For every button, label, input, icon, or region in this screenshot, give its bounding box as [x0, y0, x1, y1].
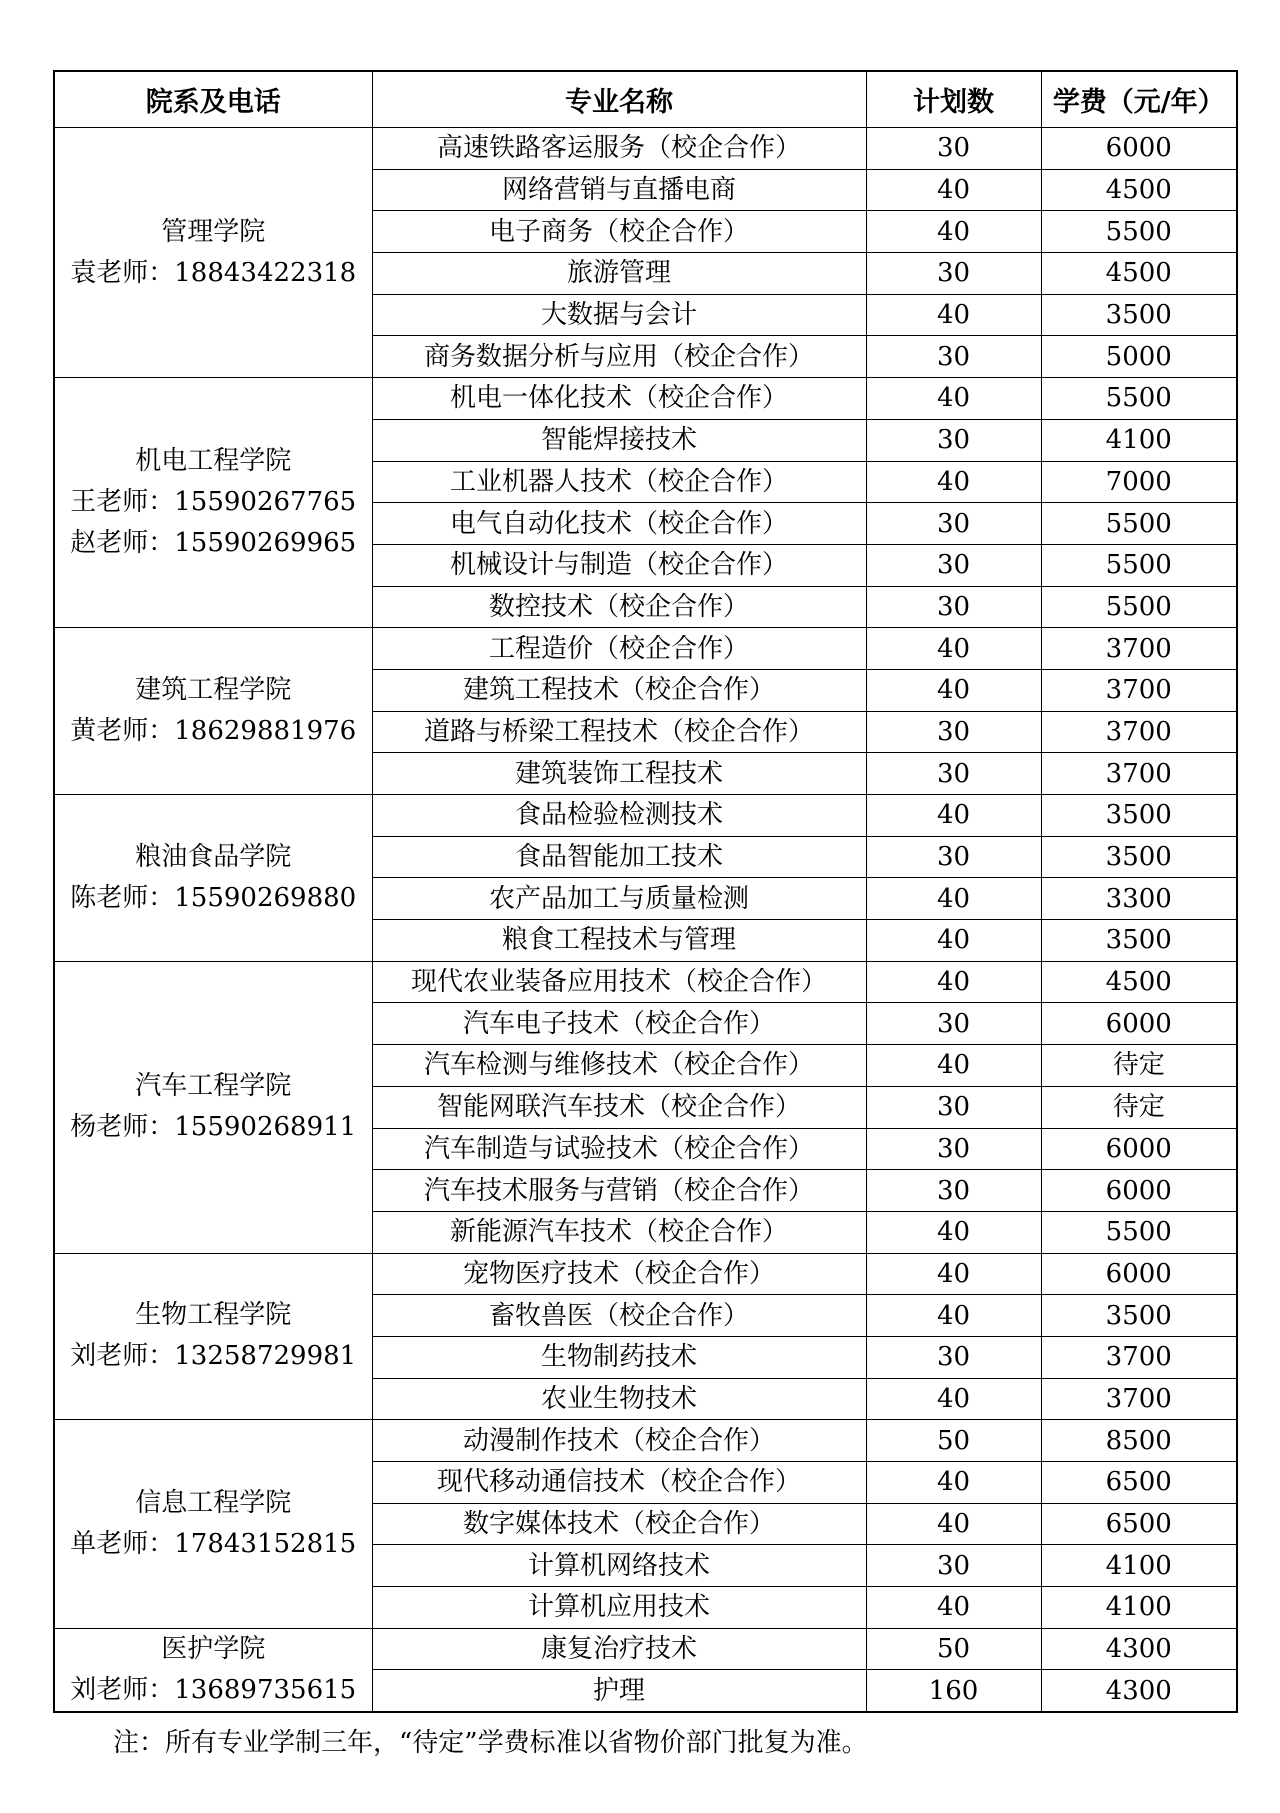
enrollment-table-container	[53, 70, 1236, 1713]
plan-count-cell: 30	[866, 586, 1041, 628]
tuition-fee-cell: 4500	[1041, 961, 1237, 1003]
department-contact: 王老师：15590267765	[70, 487, 357, 518]
table-row	[54, 795, 1237, 837]
tuition-fee-cell: 3500	[1041, 1295, 1237, 1337]
plan-count-cell: 30	[866, 419, 1041, 461]
tuition-fee-cell: 3700	[1041, 669, 1237, 711]
major-name-cell: 汽车技术服务与营销（校企合作）	[372, 1170, 866, 1212]
tuition-fee-cell: 3500	[1041, 836, 1237, 878]
major-name-cell: 汽车制造与试验技术（校企合作）	[372, 1128, 866, 1170]
plan-count-cell: 30	[866, 1086, 1041, 1128]
department-name: 信息工程学院	[135, 1488, 292, 1519]
plan-count-cell: 50	[866, 1420, 1041, 1462]
major-name-cell: 计算机应用技术	[372, 1587, 866, 1629]
plan-count-cell: 40	[866, 795, 1041, 837]
department-name: 管理学院	[161, 216, 266, 247]
tuition-fee-cell: 3700	[1041, 711, 1237, 753]
plan-count-cell: 40	[866, 169, 1041, 211]
tuition-fee-cell: 5500	[1041, 211, 1237, 253]
department-contact: 黄老师：18629881976	[70, 716, 357, 747]
tuition-fee-cell: 4500	[1041, 253, 1237, 295]
department-cell	[54, 961, 372, 1253]
department-contact: 杨老师：15590268911	[70, 1112, 357, 1143]
department-name: 生物工程学院	[135, 1300, 292, 1331]
tuition-fee-cell: 6500	[1041, 1503, 1237, 1545]
major-name-cell: 汽车电子技术（校企合作）	[372, 1003, 866, 1045]
table-row	[54, 1253, 1237, 1295]
major-name-cell: 高速铁路客运服务（校企合作）	[372, 128, 866, 170]
tuition-fee-cell: 3700	[1041, 628, 1237, 670]
tuition-fee-cell: 4100	[1041, 419, 1237, 461]
major-name-cell: 康复治疗技术	[372, 1628, 866, 1670]
major-name-cell: 数控技术（校企合作）	[372, 586, 866, 628]
department-name: 建筑工程学院	[135, 675, 292, 706]
table-row	[54, 961, 1237, 1003]
major-name-cell: 计算机网络技术	[372, 1545, 866, 1587]
tuition-fee-cell: 4300	[1041, 1628, 1237, 1670]
tuition-fee-cell: 6000	[1041, 128, 1237, 170]
header-department: 院系及电话	[54, 71, 372, 128]
plan-count-cell: 40	[866, 1462, 1041, 1504]
major-name-cell: 机电一体化技术（校企合作）	[372, 378, 866, 420]
department-contact: 单老师：17843152815	[70, 1529, 357, 1560]
tuition-fee-cell: 3700	[1041, 1378, 1237, 1420]
tuition-fee-cell: 5000	[1041, 336, 1237, 378]
department-cell	[54, 795, 372, 962]
major-name-cell: 商务数据分析与应用（校企合作）	[372, 336, 866, 378]
major-name-cell: 动漫制作技术（校企合作）	[372, 1420, 866, 1462]
major-name-cell: 汽车检测与维修技术（校企合作）	[372, 1045, 866, 1087]
major-name-cell: 现代农业装备应用技术（校企合作）	[372, 961, 866, 1003]
major-name-cell: 数字媒体技术（校企合作）	[372, 1503, 866, 1545]
plan-count-cell: 30	[866, 1128, 1041, 1170]
tuition-fee-cell: 6000	[1041, 1003, 1237, 1045]
plan-count-cell: 40	[866, 878, 1041, 920]
major-name-cell: 生物制药技术	[372, 1336, 866, 1378]
major-name-cell: 畜牧兽医（校企合作）	[372, 1295, 866, 1337]
table-body	[54, 128, 1237, 1713]
department-contact: 刘老师：13258729981	[70, 1341, 357, 1372]
plan-count-cell: 30	[866, 753, 1041, 795]
plan-count-cell: 30	[866, 253, 1041, 295]
department-cell	[54, 1253, 372, 1420]
major-name-cell: 大数据与会计	[372, 294, 866, 336]
plan-count-cell: 30	[866, 128, 1041, 170]
major-name-cell: 电子商务（校企合作）	[372, 211, 866, 253]
tuition-fee-cell: 3500	[1041, 920, 1237, 962]
table-row	[54, 378, 1237, 420]
department-cell	[54, 128, 372, 378]
header-fee: 学费（元/年）	[1041, 71, 1237, 128]
plan-count-cell: 40	[866, 1253, 1041, 1295]
major-name-cell: 农产品加工与质量检测	[372, 878, 866, 920]
plan-count-cell: 30	[866, 836, 1041, 878]
table-row	[54, 128, 1237, 170]
tuition-fee-cell: 5500	[1041, 503, 1237, 545]
tuition-fee-cell: 3500	[1041, 795, 1237, 837]
department-name: 医护学院	[161, 1633, 266, 1664]
major-name-cell: 建筑装饰工程技术	[372, 753, 866, 795]
major-name-cell: 食品检验检测技术	[372, 795, 866, 837]
department-contact: 陈老师：15590269880	[70, 882, 357, 913]
tuition-fee-cell: 5500	[1041, 378, 1237, 420]
tuition-fee-cell: 3700	[1041, 753, 1237, 795]
enrollment-table	[53, 70, 1238, 1713]
plan-count-cell: 30	[866, 1336, 1041, 1378]
tuition-fee-cell: 6000	[1041, 1128, 1237, 1170]
tuition-fee-cell: 3300	[1041, 878, 1237, 920]
header-major: 专业名称	[372, 71, 866, 128]
plan-count-cell: 30	[866, 544, 1041, 586]
department-name: 汽车工程学院	[135, 1071, 292, 1102]
tuition-fee-cell: 5500	[1041, 1211, 1237, 1253]
plan-count-cell: 40	[866, 961, 1041, 1003]
plan-count-cell: 40	[866, 294, 1041, 336]
department-cell	[54, 628, 372, 795]
tuition-fee-cell: 待定	[1041, 1086, 1237, 1128]
plan-count-cell: 40	[866, 1503, 1041, 1545]
tuition-fee-cell: 7000	[1041, 461, 1237, 503]
plan-count-cell: 40	[866, 1587, 1041, 1629]
plan-count-cell: 30	[866, 1545, 1041, 1587]
plan-count-cell: 30	[866, 503, 1041, 545]
major-name-cell: 道路与桥梁工程技术（校企合作）	[372, 711, 866, 753]
tuition-fee-cell: 4300	[1041, 1670, 1237, 1712]
tuition-fee-cell: 4500	[1041, 169, 1237, 211]
tuition-fee-cell: 4100	[1041, 1587, 1237, 1629]
tuition-fee-cell: 6500	[1041, 1462, 1237, 1504]
plan-count-cell: 160	[866, 1670, 1041, 1712]
tuition-fee-cell: 6000	[1041, 1170, 1237, 1212]
department-contact: 袁老师：18843422318	[70, 257, 357, 288]
major-name-cell: 新能源汽车技术（校企合作）	[372, 1211, 866, 1253]
header-plan: 计划数	[866, 71, 1041, 128]
department-name: 粮油食品学院	[135, 841, 292, 872]
plan-count-cell: 40	[866, 378, 1041, 420]
major-name-cell: 工业机器人技术（校企合作）	[372, 461, 866, 503]
table-row	[54, 628, 1237, 670]
major-name-cell: 粮食工程技术与管理	[372, 920, 866, 962]
major-name-cell: 智能焊接技术	[372, 419, 866, 461]
department-cell	[54, 1628, 372, 1712]
table-row	[54, 1420, 1237, 1462]
department-contact: 赵老师：15590269965	[70, 528, 357, 559]
major-name-cell: 宠物医疗技术（校企合作）	[372, 1253, 866, 1295]
tuition-fee-cell: 5500	[1041, 586, 1237, 628]
plan-count-cell: 30	[866, 336, 1041, 378]
department-cell	[54, 1420, 372, 1628]
major-name-cell: 护理	[372, 1670, 866, 1712]
plan-count-cell: 50	[866, 1628, 1041, 1670]
tuition-fee-cell: 3700	[1041, 1336, 1237, 1378]
plan-count-cell: 30	[866, 1170, 1041, 1212]
footnote: 注：所有专业学制三年，“待定”学费标准以省物价部门批复为准。	[113, 1728, 868, 1758]
tuition-fee-cell: 8500	[1041, 1420, 1237, 1462]
department-name: 机电工程学院	[135, 446, 292, 477]
department-cell	[54, 378, 372, 628]
tuition-fee-cell: 5500	[1041, 544, 1237, 586]
department-contact: 刘老师：13689735615	[70, 1674, 357, 1705]
plan-count-cell: 40	[866, 920, 1041, 962]
tuition-fee-cell: 6000	[1041, 1253, 1237, 1295]
plan-count-cell: 40	[866, 461, 1041, 503]
tuition-fee-cell: 待定	[1041, 1045, 1237, 1087]
plan-count-cell: 40	[866, 628, 1041, 670]
tuition-fee-cell: 4100	[1041, 1545, 1237, 1587]
major-name-cell: 建筑工程技术（校企合作）	[372, 669, 866, 711]
tuition-fee-cell: 3500	[1041, 294, 1237, 336]
major-name-cell: 机械设计与制造（校企合作）	[372, 544, 866, 586]
major-name-cell: 电气自动化技术（校企合作）	[372, 503, 866, 545]
plan-count-cell: 40	[866, 1378, 1041, 1420]
major-name-cell: 食品智能加工技术	[372, 836, 866, 878]
major-name-cell: 农业生物技术	[372, 1378, 866, 1420]
major-name-cell: 智能网联汽车技术（校企合作）	[372, 1086, 866, 1128]
plan-count-cell: 40	[866, 1295, 1041, 1337]
plan-count-cell: 30	[866, 1003, 1041, 1045]
table-row	[54, 1628, 1237, 1670]
plan-count-cell: 40	[866, 211, 1041, 253]
major-name-cell: 现代移动通信技术（校企合作）	[372, 1462, 866, 1504]
major-name-cell: 旅游管理	[372, 253, 866, 295]
major-name-cell: 工程造价（校企合作）	[372, 628, 866, 670]
plan-count-cell: 30	[866, 711, 1041, 753]
plan-count-cell: 40	[866, 1211, 1041, 1253]
table-header-row	[54, 71, 1237, 128]
plan-count-cell: 40	[866, 669, 1041, 711]
major-name-cell: 网络营销与直播电商	[372, 169, 866, 211]
plan-count-cell: 40	[866, 1045, 1041, 1087]
